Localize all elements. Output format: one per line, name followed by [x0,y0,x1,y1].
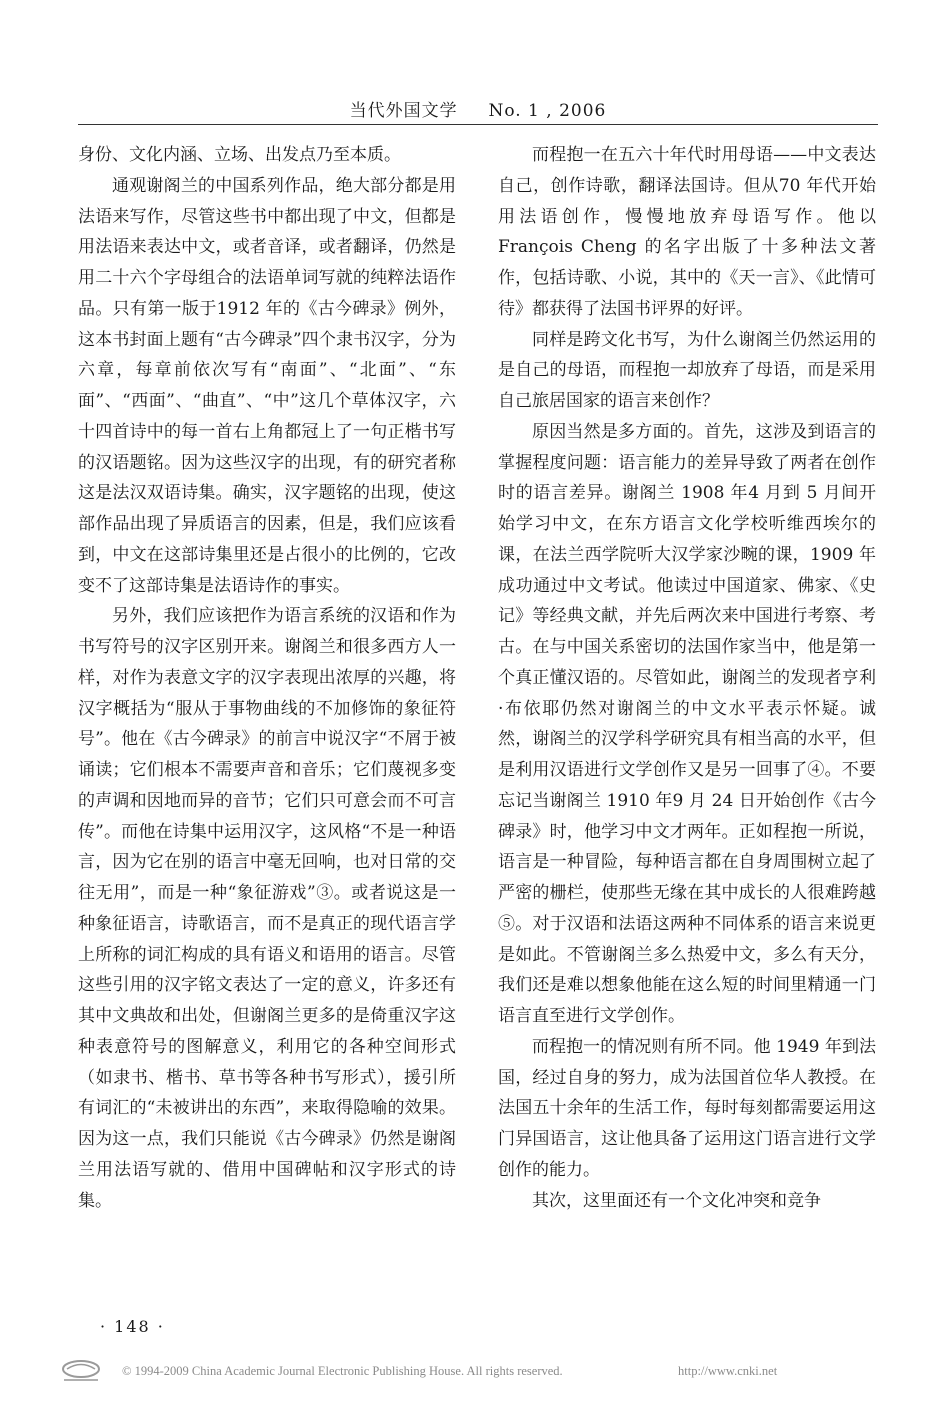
header-rule [78,124,878,125]
paragraph: 通观谢阁兰的中国系列作品，绝大部分都是用法语来写作，尽管这些书中都出现了中文，但都是用法语来表达中文，或者音译，或者翻译，仍然是用二十六个字母组合的法语单词写就的纯粹法语作品。只有第一版于1912 年的《古今碑录》例外，这本书封面上题有“古今碑录”四个隶书汉字，分为六章，每章前依次写有“南面”、“北面”、“东面”、“西面”、“曲直”、“中”这几个草体汉字，六十四首诗中的每一首右上角都冠上了一句正楷书写的汉语题铭。因为这些汉字的出现，有的研究者称这是法汉双语诗集。确实，汉字题铭的出现，使这部作品出现了异质语言的因素，但是，我们应该看到，中文在这部诗集里还是占很小的比例的，它改变不了这部诗集是法语诗作的事实。 [78,175,456,596]
footer-url[interactable]: http://www.cnki.net [678,1364,778,1378]
cnki-logo-icon [58,1358,104,1384]
paragraph: 其次，这里面还有一个文化冲突和竞争 [532,1190,821,1211]
footer [58,1358,918,1388]
paragraph: 而程抱一的情况则有所不同。他 1949 年到法国，经过自身的努力，成为法国首位华人教授。在法国五十余年的生活工作，每时每刻都需要运用这门异国语言，这让他具备了运用这门语言进行文学创作的能力。 [498,1036,876,1180]
paragraph: 同样是跨文化书写，为什么谢阁兰仍然运用的是自己的母语，而程抱一却放弃了母语，而是采用自己旅居国家的语言来创作？ [498,329,876,411]
paragraph: 而程抱一在五六十年代时用母语——中文表达自己，创作诗歌，翻译法国诗。但从70 年代开始用法语创作，慢慢地放弃母语写作。他以 François Cheng 的名字出版了十多种法文著作，包括诗歌、小说，其中的《天一言》、《此情可待》都获得了法国书评界的好评。 [498,145,876,319]
right-column [498,140,876,1216]
journal-title: 当代外国文学 [349,101,458,121]
copyright-notice: © 1994-2009 China Academic Journal Electronic Publishing House. All rights reserved. [122,1364,563,1378]
paragraph: 原因当然是多方面的。首先，这涉及到语言的掌握程度问题：语言能力的差异导致了两者在创作时的语言差异。谢阁兰 1908 年4 月到 5 月间开始学习中文，在东方语言文化学校听维西埃尔的课，在法兰西学院听大汉学家沙畹的课，1909 年成功通过中文考试。他读过中国道家、佛家、《史记》等经典文献，并先后两次来中国进行考察、考古。在与中国关系密切的法国作家当中，他是第一个真正懂汉语的。尽管如此，谢阁兰的发现者亨利·布依耶仍然对谢阁兰的中文水平表示怀疑。诚然，谢阁兰的汉学科学研究具有相当高的水平，但是利用汉语进行文学创作又是另一回事了④。不要忘记当谢阁兰 1910 年9 月 24 日开始创作《古今碑录》时，他学习中文才两年。正如程抱一所说，语言是一种冒险，每种语言都在自身周围树立起了严密的栅栏，使那些无缘在其中成长的人很难跨越⑤。对于汉语和法语这两种不同体系的语言来说更是如此。不管谢阁兰多么热爱中文，多么有天分，我们还是难以想象他能在这么短的时间里精通一门语言直至进行文学创作。 [498,421,876,1026]
running-header [78,96,878,122]
page-number: · 148 · [100,1317,165,1336]
paragraph: 另外，我们应该把作为语言系统的汉语和作为书写符号的汉字区别开来。谢阁兰和很多西方人一样，对作为表意文字的汉字表现出浓厚的兴趣，将汉字概括为“服从于事物曲线的不加修饰的象征符号”。他在《古今碑录》的前言中说汉字“不屑于被诵读；它们根本不需要声音和音乐；它们蔑视多变的声调和因地而异的音节；它们只可意会而不可言传”。而他在诗集中运用汉字，这风格“不是一种语言，因为它在别的语言中毫无回响，也对日常的交往无用”，而是一种“象征游戏”③。或者说这是一种象征语言，诗歌语言，而不是真正的现代语言学上所称的词汇构成的具有语义和语用的语言。尽管这些引用的汉字铭文表达了一定的意义，许多还有其中文典故和出处，但谢阁兰更多的是倚重汉字这种表意符号的图解意义，利用它的各种空间形式（如隶书、楷书、草书等各种书写形式），援引所有词汇的“未被讲出的东西”，来取得隐喻的效果。因为这一点，我们只能说《古今碑录》仍然是谢阁兰用法语写就的、借用中国碑帖和汉字形式的诗集。 [78,606,456,1211]
left-column [78,140,456,1216]
issue-number: No. 1 , 2006 [488,101,607,121]
paragraph: 身份、文化内涵、立场、出发点乃至本质。 [78,145,401,165]
